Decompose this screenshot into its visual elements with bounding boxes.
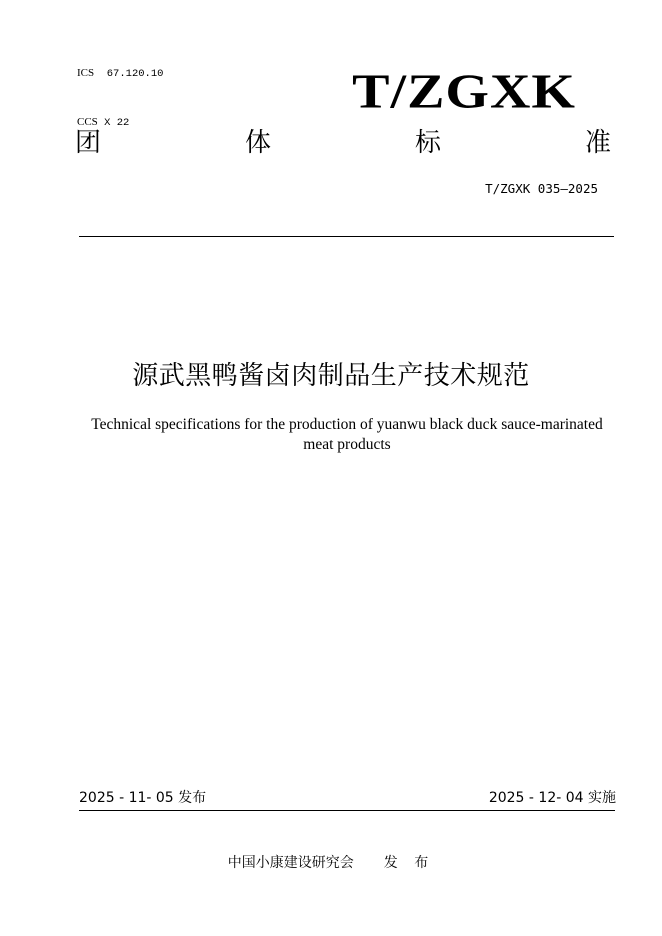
ics-label: ICS: [77, 67, 95, 79]
publish-action: 发 布: [383, 855, 435, 871]
publisher-line: [0, 853, 662, 873]
header-divider: [79, 236, 614, 237]
footer-divider: [79, 810, 615, 811]
implementation-date: 2025 - 12- 04 实施: [488, 790, 616, 806]
standard-logo: T/ZGXK: [352, 65, 576, 119]
release-date: 2025 - 11- 05 发布: [79, 790, 207, 806]
standard-type-char: 标: [414, 128, 441, 158]
standard-type-char: 体: [244, 128, 271, 158]
ccs-value: X 22: [104, 117, 130, 129]
publisher-organization: 中国小康建设研究会: [227, 855, 354, 871]
standard-type-char: 准: [584, 128, 611, 158]
ccs-label: CCS: [77, 116, 98, 128]
standard-type-char: 团: [75, 128, 102, 158]
ics-value: 67.120.10: [106, 68, 164, 80]
dates-row: [79, 788, 616, 808]
standard-code: T/ZGXK 035—2025: [485, 181, 598, 196]
standard-type-heading: [75, 126, 611, 160]
ics-line: [77, 65, 163, 82]
document-title-chinese: 源武黑鸭酱卤肉制品生产技术规范: [132, 361, 530, 391]
document-title-english: Technical specifications for the production of yuanwu black duck sauce-marinated meat products: [91, 416, 603, 453]
